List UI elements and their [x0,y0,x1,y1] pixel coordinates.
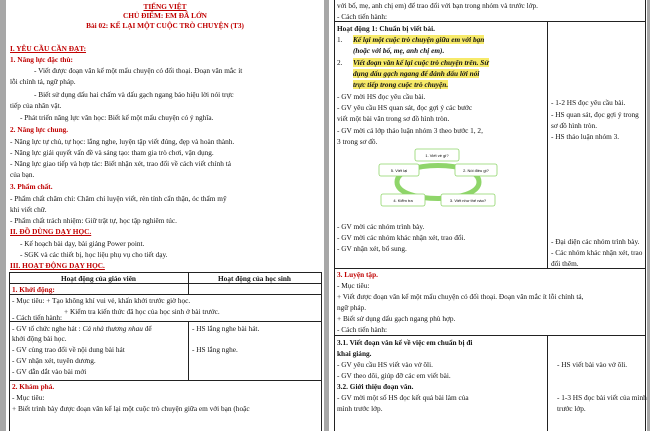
table-text-part: để [142,324,152,333]
table-text-part: - GV tổ chức nghe hát : [12,324,83,333]
song-title: Cả nhà thương nhau [82,324,143,333]
table-text-student: - Các nhóm khác nhận xét, trao [551,248,643,257]
table-border [9,272,321,273]
section-materials: II. ĐỒ DÙNG DẠY HỌC. [10,227,92,236]
subactivity-heading: 3.1. Viết đoạn văn kể về việc em chuẩn bị đi [337,338,473,347]
subheading-general: 2. Năng lực chung. [10,125,69,134]
requirement-text: (hoặc với bố, mẹ, anh chị em). [353,46,445,55]
table-text-student: - HS quan sát, đọc gợi ý trong [551,110,639,119]
diagram-step-1: 1. Viết về gì? [425,153,449,158]
diagram-step-5: 5. Viết lại [390,168,408,173]
table-text-student: - HS lắng nghe. [192,345,238,354]
text-line: - Phẩm chất trách nhiệm: Giữ trật tự, học tập nghiêm túc. [10,216,177,225]
table-text: 3 trong sơ đồ. [337,137,378,146]
table-text: - GV mời một số HS đọc kết quả bài làm của [337,393,469,402]
table-border [9,294,321,295]
table-text: với bố, mẹ, anh chị em) để trao đổi với bạn trong nhóm và trước lớp. [337,1,538,10]
table-text: + Kiểm tra kiến thức đã học của học sinh ở bài trước. [64,307,220,316]
subactivity-heading: khai giảng. [337,349,372,358]
table-text: - GV mời cả lớp thảo luận nhóm 3 theo bước 1, 2, [337,126,483,135]
activity-warmup-heading: 1. Khởi động: [12,285,55,294]
diagram-step-2: 2. Nói điều gì? [463,168,489,173]
table-text: - GV cùng trao đổi về nội dung bài hát [12,345,125,354]
table-text: khởi động bài học. [12,334,67,343]
text-line: - Năng lực giao tiếp và hợp tác: Biết nhận xét, trao đổi về cách viết chính tả [10,159,231,168]
table-text-student: - 1-2 HS đọc yêu cầu bài. [551,98,626,107]
requirement-number: 2. [337,58,343,67]
table-border [321,272,322,431]
table-text: - GV theo dõi, giúp đỡ các em viết bài. [337,371,451,380]
table-text-student: - 1-3 HS đọc bài viết của mình [557,393,647,402]
requirement-text: Viết đoạn văn kể lại cuộc trò chuyện trên. Sử [353,58,489,67]
table-text: - GV nhận xét, bổ sung. [337,244,407,253]
requirement-text: dụng dấu gạch ngang để đánh dấu lời nói [353,69,480,78]
table-border [9,272,10,431]
table-border [9,380,321,381]
table-text-student: trước lớp. [557,404,586,413]
section-objectives: I. YÊU CẦU CẦN ĐẠT: [10,44,87,53]
text-line: khi viết chữ. [10,205,47,214]
table-text-student: - HS thảo luận nhóm 3. [551,132,620,141]
table-text: viết một bài văn trong sơ đồ hình tròn. [337,114,450,123]
document-page-right [329,0,647,431]
requirement-number: 1. [337,35,343,44]
table-border [334,268,645,269]
text-line: - Năng lực tự chủ, tự học: lắng nghe, luyện tập viết đúng, đẹp và hoàn thành. [10,137,235,146]
table-text: + Viết được đoạn văn kể một mẩu chuyện có đối thoại. Đoạn văn mắc ít lỗi chính tả, [337,292,584,301]
text-line: - Phẩm chất chăm chỉ: Chăm chỉ luyện viết, rèn tính cẩn thận, óc thẩm mỹ [10,194,227,203]
document-page-left [6,0,324,431]
activity-practice-heading: 3. Luyện tập. [337,270,378,279]
table-text: - GV yêu cầu HS quan sát, đọc gợi ý các bước [337,103,473,112]
table-text: - GV mời các nhóm trình bày. [337,222,425,231]
table-text-student: đổi thêm. [551,259,579,268]
table-text: - GV nhận xét, tuyên dương. [12,356,96,365]
text-line: - SGK và các thiết bị, học liệu phụ vụ cho tiết dạy. [20,250,168,259]
table-header-teacher: Hoạt động của giáo viên [60,274,136,283]
table-text: + Biết sử dụng dấu gạch ngang phù hợp. [337,314,456,323]
activity-explore-heading: 2. Khám phá. [12,382,55,391]
requirement-text: trực tiếp trong cuộc trò chuyện. [353,80,449,89]
text-line: lỗi chính tả, ngữ pháp. [10,77,76,86]
table-text: - Mục tiêu: [337,281,370,290]
table-text [12,324,152,333]
lesson-heading: Bài 02: KỂ LẠI MỘT CUỘC TRÒ CHUYỆN (T3) [86,21,244,30]
text-line: - Biết sử dụng dấu hai chấm và dấu gạch ngang báo hiệu lời nói trực [34,90,234,99]
diagram-step-4: 4. Kiểm tra [393,198,413,203]
table-text: - Cách tiến hành: [337,12,388,21]
table-border [9,283,321,284]
table-text: + Biết trình bày được đoạn văn kể lại một cuộc trò chuyện giữa em với bạn (hoặc [12,404,250,413]
text-line: tiếp của nhân vật. [10,101,62,110]
table-border [645,0,646,431]
text-line: của bạn. [10,170,35,179]
table-text-student: sơ đồ hình tròn. [551,121,598,130]
table-text: - Mục tiêu: + Tạo không khí vui vẻ, khấn khởi trước giờ học. [12,296,191,305]
subheading-qualities: 3. Phẩm chất. [10,182,53,191]
subheading-specific: 1. Năng lực đặc thù: [10,55,73,64]
text-line: - Năng lực giải quyết vấn đề và sáng tạo: tham gia trò chơi, vận dụng. [10,148,214,157]
table-text-student: - HS viết bài vào vở ôli. [557,360,628,369]
table-border [334,21,645,22]
table-text: ngữ pháp. [337,303,367,312]
table-text: - Cách tiến hành: [12,313,63,322]
table-text: - Mục tiêu: [12,393,45,402]
diagram-step-3: 3. Viết như thế nào? [449,198,487,203]
requirement-text: Kể lại một cuộc trò chuyện giữa em với bạn [353,35,485,44]
table-border [334,0,335,431]
writing-steps-diagram [377,146,499,218]
table-text: - GV dẫn dắt vào bài mới [12,367,87,376]
subactivity-heading: 3.2. Giới thiệu đoạn văn. [337,382,414,391]
subject-title: TIẾNG VIỆT [143,2,187,11]
table-text-student: - Đại diện các nhóm trình bày. [551,237,640,246]
text-line: - Kế hoạch bài dạy, bài giảng Power point. [20,239,145,248]
table-text: - GV mời HS đọc yêu cầu bài. [337,92,426,101]
table-text: - GV yêu cầu HS viết vào vở ôli. [337,360,433,369]
theme-heading: CHỦ ĐIỂM: EM ĐÃ LỚN [123,11,207,20]
table-border [334,335,645,336]
table-border [547,21,548,268]
activity1-heading: Hoạt động 1: Chuẩn bị viết bài. [337,24,435,33]
text-line: - Viết được đoạn văn kể một mẩu chuyện có đối thoại. Đoạn văn mắc ít [34,66,243,75]
table-border [547,335,548,431]
table-text: mình trước lớp. [337,404,383,413]
table-border [188,321,189,380]
section-activities: III. HOẠT ĐỘNG DẠY HỌC. [10,261,105,270]
table-text: - GV mời các nhóm khác nhận xét, trao đổi. [337,233,466,242]
text-line: - Phát triển năng lực văn học: Biết kể một mẩu chuyện có ý nghĩa. [20,113,214,122]
table-text: - Cách tiến hành: [337,325,388,334]
table-header-student: Hoạt động của học sinh [218,274,291,283]
table-text-student: - HS lắng nghe bài hát. [192,324,260,333]
